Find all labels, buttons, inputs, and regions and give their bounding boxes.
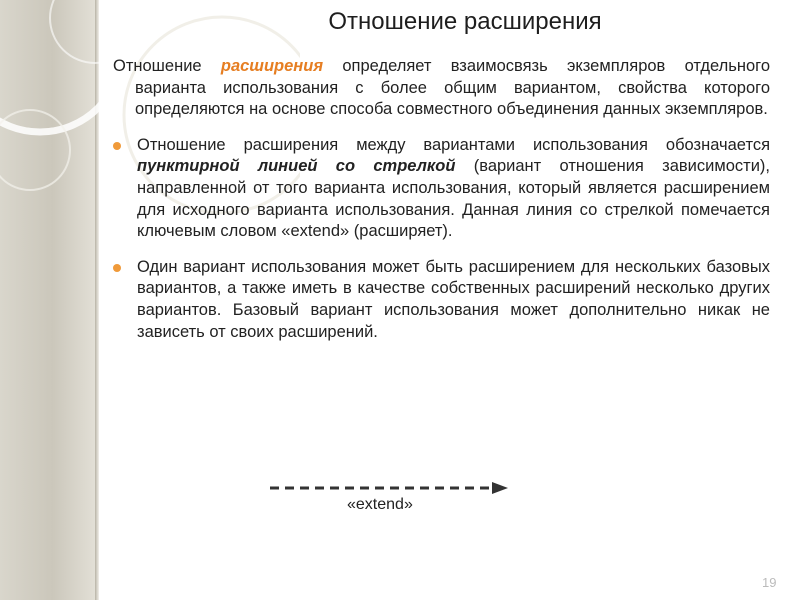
intro-paragraph [113, 56, 770, 121]
bullet-item-2 [113, 257, 770, 343]
bullet1-highlight: пунктирной линией со стрелкой [137, 157, 456, 176]
bullet-text-2: Один вариант использования может быть расширением для нескольких базовых вариантов, а также иметь в качестве собственных расширений несколько других вариантов. Базовый вариант использования может дополнительно никак не зависеть от своих расширений. [137, 257, 770, 341]
intro-text-before: Отношение [113, 57, 221, 75]
bullet1-text-before: Отношение расширения между вариантами использования обозначается [137, 135, 770, 154]
bullet-item-1 [113, 135, 770, 243]
intro-text-after: определяет взаимосвязь экземпляров отдельного варианта использования с более общим вариантом, свойства которого определяются на основе способа совместного объединения данных экземпляров. [135, 57, 770, 119]
arrow-head-icon [492, 482, 508, 494]
page-number: 19 [762, 575, 777, 590]
bullet-text-1 [137, 135, 770, 243]
sidebar-decoration [0, 0, 95, 600]
bullet1-text-after: (вариант отношения зависимости), направленной от того варианта использования, который является расширением для исходного варианта использования. Данная линия со стрелкой помечается ключевым словом «extend» (расширяет). [137, 157, 770, 241]
bullet-icon [113, 264, 121, 272]
slide-title: Отношение расширения [328, 8, 602, 35]
sidebar-edge [95, 0, 99, 600]
slide-body [113, 56, 770, 343]
bullet-icon [113, 142, 121, 150]
extend-label: «extend» [347, 496, 413, 513]
intro-highlight: расширения [220, 57, 324, 75]
